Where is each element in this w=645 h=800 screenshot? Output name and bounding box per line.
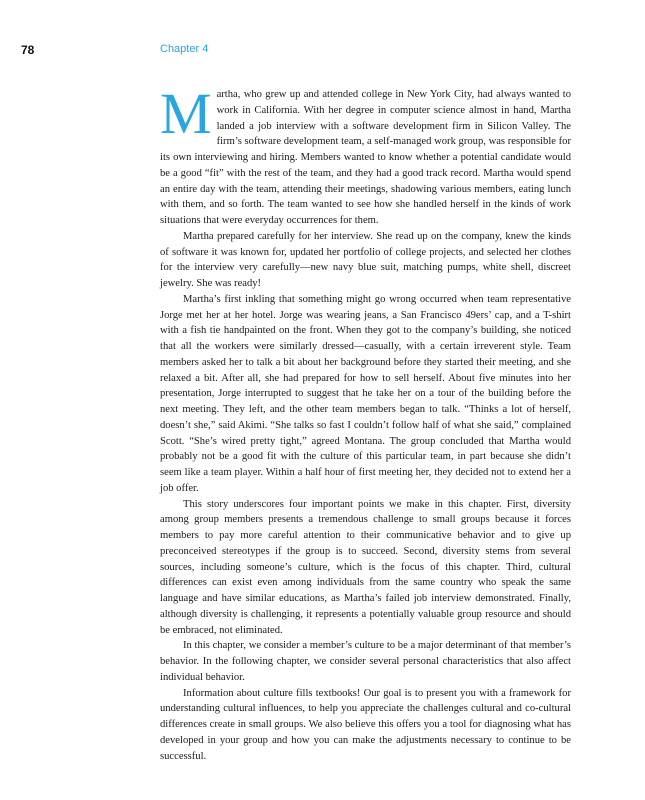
chapter-body [160, 81, 571, 764]
page-number: 78 [21, 43, 35, 57]
opening-paragraph [160, 81, 571, 229]
running-head: Chapter 4 [160, 43, 209, 55]
body-paragraph: This story underscores four important points we make in this chapter. First, diversity among group members presents a tremendous challenge to small groups because it forces members to pay more careful attention to their communicative behavior and to give up preconceived stereotypes if the group is to succeed. Second, diversity stems from several sources, including someone’s culture, which is the focus of this chapter. Third, cultural differences can exist even among individuals from the same country who speak the same language and have similar educations, as Martha’s failed job interview demonstrated. Finally, although diversity is challenging, it represents a potentially valuable group resource and should be embraced, not eliminated. [160, 498, 571, 636]
body-paragraph: Martha prepared carefully for her interview. She read up on the company, knew the kinds of software it was known for, updated her portfolio of college projects, and selected her clothes for the interview very carefully—new navy blue suit, matching pumps, white shell, discreet jewelry. She was ready! [160, 230, 571, 289]
body-paragraph: Information about culture fills textbooks! Our goal is to present you with a framework for understanding cultural influences, to help you appreciate the challenges cultural and co-cultural differences create in small groups. We also believe this offers you a tool for diagnosing what has developed in your group and how you can make the adjustments necessary to continue to be successful. [160, 687, 571, 762]
drop-cap: M [160, 81, 212, 146]
body-paragraph: Martha’s first inkling that something might go wrong occurred when team representative Jorge met her at her hotel. Jorge was wearing jeans, a San Francisco 49ers’ cap, and a T-shirt with a fish tie handpainted on the front. When they got to the company’s building, she noticed that all the workers were similarly dressed—casually, with a certain irreverent style. Team members asked her to talk a bit about her background before they started their meeting, and she relaxed a bit. After all, she had prepared for how to sell herself. About five minutes into her presentation, Jorge interrupted to suggest that he take her on a tour of the building before the next meeting. They left, and the other team members began to talk. “Thinks a lot of herself, doesn’t she,” said Akimi. “She talks so fast I couldn’t follow half of what she said,” complained Scott. “She’s wired pretty tight,” agreed Montana. The group concluded that Martha would probably not be a good fit with the culture of this particular team, in part because she didn’t seem like a team player. Within a half hour of first meeting her, they decided not to extend her a job offer. [160, 293, 571, 494]
opening-paragraph-text: artha, who grew up and attended college in New York City, had always wanted to work in California. With her degree in computer science almost in hand, Martha landed a job interview with a software development firm in Silicon Valley. The firm’s software development team, a self-managed work group, was responsible for its own interviewing and hiring. Members wanted to know whether a potential candidate would be a good “fit” with the rest of the team, and they had a good track record. Martha would spend an entire day with the team, attending their meetings, shadowing various members, eating lunch with them, and so forth. The team wanted to see how she handled herself in the kinds of work situations that were everyday occurrences for them. [160, 89, 571, 226]
body-paragraph: In this chapter, we consider a member’s culture to be a major determinant of that member’s behavior. In the following chapter, we consider several personal characteristics that also affect individual behavior. [160, 640, 571, 683]
